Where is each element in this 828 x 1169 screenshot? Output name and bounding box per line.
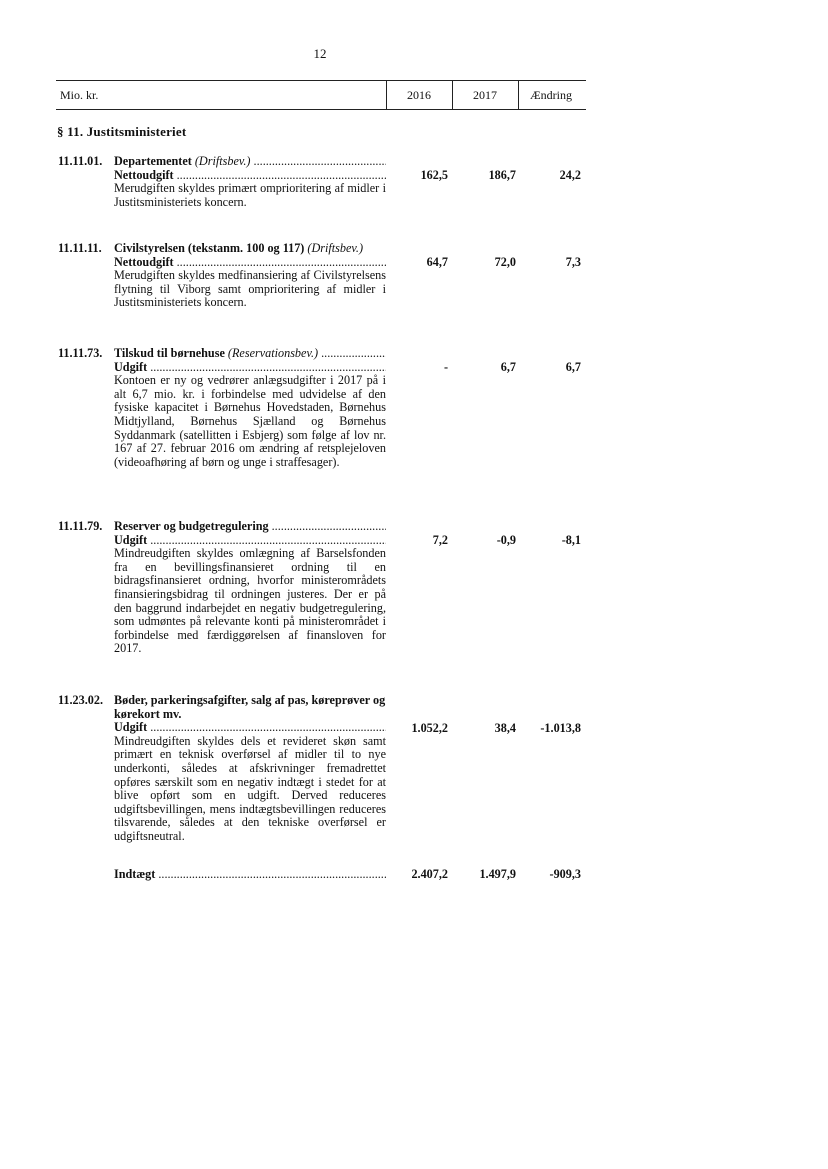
leader-dots <box>147 534 386 547</box>
entry-body <box>114 694 386 844</box>
header-change: Ændring <box>530 88 572 102</box>
value-change: 6,7 <box>565 360 581 374</box>
income-2017: 1.497,9 <box>479 867 516 881</box>
entry-body <box>114 155 386 209</box>
entry-title <box>114 347 318 360</box>
entry-title-bold: Tilskud til børnehuse <box>114 347 225 360</box>
value-2016: - <box>443 360 448 374</box>
entry-body <box>114 347 386 469</box>
account-code: 11.11.01. <box>58 154 103 168</box>
leader-dots <box>147 361 386 374</box>
value-2017: 38,4 <box>494 721 516 735</box>
header-2016: 2016 <box>407 88 431 102</box>
entry-description: Kontoen er ny og vedrører anlægsudgifter i 2017 på i alt 6,7 mio. kr. i forbindelse med udvidelse af den fysiske kapacitet i Børnehus Hovedstaden, Børnehus Midtjylland, Børnehus Sjælland og Børnehus Syddanmark (satellitten i Esbjerg) som følge af lov nr. 167 af 27. februar 2016 om ændring af retsplejeloven (videoafhøring af børn og unge i straffesager). <box>114 373 386 469</box>
value-2017: 6,7 <box>500 360 516 374</box>
entry-title <box>114 155 251 168</box>
account-code: 11.11.73. <box>58 346 103 360</box>
entry-title-italic: (Reservationsbev.) <box>227 347 319 360</box>
leader-dots <box>251 155 387 168</box>
section-heading: § 11. Justitsministeriet <box>57 124 187 139</box>
header-2017: 2017 <box>473 88 497 102</box>
value-change: 24,2 <box>559 168 581 182</box>
entry-title-italic: (Driftsbev.) <box>194 155 251 168</box>
entry-kind: Udgift <box>114 533 148 547</box>
leader-dots <box>269 520 386 533</box>
entry-description: Mindreudgiften skyldes omlægning af Barselsfonden fra en bevillingsfinansieret ordning til en bidragsfinansieret ordning, hvorfor ministerområdets finansieringsbidrag til ordningen justeres. Der er på den baggrund indarbejdet en negativ budgetregulering, som udmøntes på relevante konti på ministerområdet i forbindelse med færdiggørelsen af finansloven for 2017. <box>114 546 386 656</box>
value-change: -8,1 <box>561 533 581 547</box>
entry-title: Bøder, parkeringsafgifter, salg af pas, køreprøver og kørekort mv. <box>114 693 386 721</box>
account-code: 11.11.79. <box>58 519 103 533</box>
value-2017: -0,9 <box>496 533 516 547</box>
entry-description: Mindreudgiften skyldes dels et revideret skøn samt primært en teknisk overførsel af midler til to nye underkonti, således at afskrivninger fremadrettet opføres særskilt som en negativ indtægt i stedet for at blive opført som en udgift. Derved reduceres udgiftsbevillingen, mens indtægtsbevillingen reduceres tilsvarende, således at den tekniske overførsel er udgiftsneutral. <box>114 733 386 843</box>
value-change: 7,3 <box>565 255 581 269</box>
entry-title-bold: Civilstyrelsen (tekstanm. 100 og 117) <box>114 242 305 255</box>
page-number: 12 <box>313 46 327 61</box>
value-2016: 1.052,2 <box>411 721 448 735</box>
account-code: 11.23.02. <box>58 693 104 707</box>
entry-kind: Udgift <box>114 360 148 374</box>
column-header <box>56 80 586 110</box>
value-2016: 7,2 <box>432 533 448 547</box>
leader-dots <box>155 868 386 881</box>
entry-title-bold: Reserver og budgetregulering <box>114 520 269 533</box>
entry-title-italic: (Driftsbev.) <box>307 242 364 255</box>
leader-dots <box>147 721 386 734</box>
entry-title-bold: Departementet <box>114 155 192 168</box>
entry-description: Merudgiften skyldes primært omprioritering af midler i Justitsministeriets koncern. <box>114 181 386 209</box>
entry-body <box>114 520 386 656</box>
leader-dots <box>174 256 386 269</box>
entry-kind: Nettoudgift <box>114 168 174 182</box>
leader-dots <box>318 347 386 360</box>
value-change: -1.013,8 <box>540 721 581 735</box>
value-2017: 186,7 <box>488 168 516 182</box>
income-label: Indtægt <box>114 868 156 881</box>
income-2016: 2.407,2 <box>411 867 448 881</box>
unit-label: Mio. kr. <box>60 88 99 102</box>
income-change: -909,3 <box>549 867 581 881</box>
entry-body <box>114 242 386 310</box>
entry-title <box>114 520 269 533</box>
value-2017: 72,0 <box>494 255 516 269</box>
account-code: 11.11.11. <box>58 241 102 255</box>
leader-dots <box>174 169 386 182</box>
entry-kind: Nettoudgift <box>114 255 174 269</box>
entry-title <box>114 242 363 255</box>
entry-description: Merudgiften skyldes medfinansiering af Civilstyrelsens flytning til Viborg samt omprioritering af midler i Justitsministeriets koncern. <box>114 268 386 310</box>
value-2016: 162,5 <box>420 168 448 182</box>
entry-kind: Udgift <box>114 721 148 735</box>
value-2016: 64,7 <box>426 255 448 269</box>
entry-body <box>114 868 386 882</box>
